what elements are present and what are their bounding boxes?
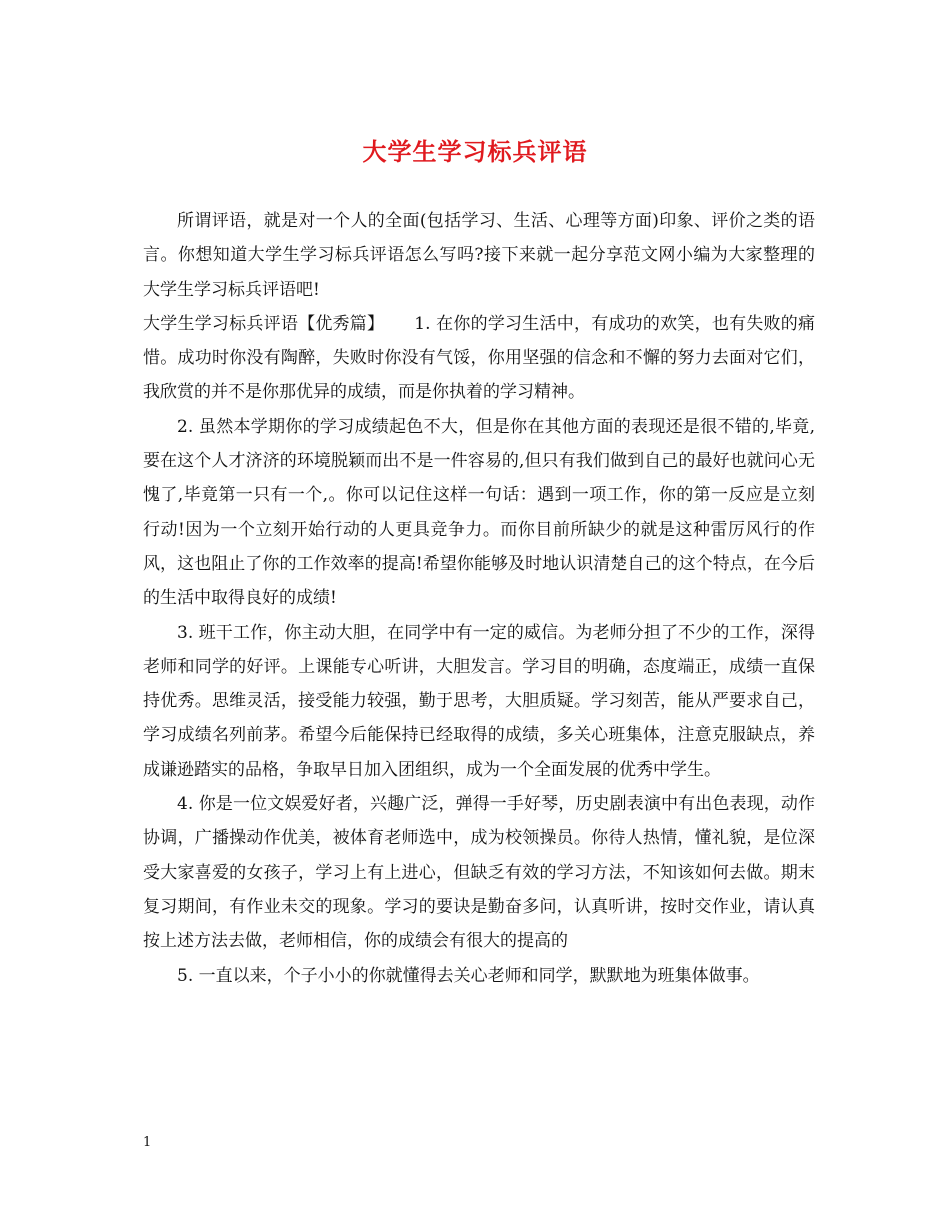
paragraph-3: 3. 班干工作，你主动大胆，在同学中有一定的威信。为老师分担了不少的工作，深得老师和同学的好评。上课能专心听讲，大胆发言。学习目的明确，态度端正，成绩一直保持优秀。思维灵活，接受能力较强，勤于思考，大胆质疑。学习刻苦，能从严要求自己，学习成绩名列前茅。希望今后能保持已经取得的成绩，多关心班集体，注意克服缺点，养成谦逊踏实的品格，争取早日加入团组织，成为一个全面发展的优秀中学生。	[143, 622, 815, 780]
intro-paragraph: 所谓评语，就是对一个人的全面(包括学习、生活、心理等方面)印象、评价之类的语言。你想知道大学生学习标兵评语怎么写吗?接下来就一起分享范文网小编为大家整理的大学生学习标兵评语吧!	[143, 211, 815, 300]
paragraph-5: 5. 一直以来，个子小小的你就懂得去关心老师和同学，默默地为班集体做事。	[177, 965, 760, 986]
section-heading: 大学生学习标兵评语【优秀篇】	[143, 313, 385, 334]
section-paragraph-1	[143, 307, 815, 410]
document-body	[143, 204, 815, 993]
page-number: 1	[143, 1135, 152, 1150]
paragraph-2: 2. 虽然本学期你的学习成绩起色不大，但是你在其他方面的表现还是很不错的,毕竟,要在这个人才济济的环境脱颖而出不是一件容易的,但只有我们做到自己的最好也就问心无愧了,毕竟第一只有一个,。你可以记住这样一句话：遇到一项工作，你的第一反应是立刻行动!因为一个立刻开始行动的人更具竞争力。而你目前所缺少的就是这种雷厉风行的作风，这也阻止了你的工作效率的提高!希望你能够及时地认识清楚自己的这个特点，在今后的生活中取得良好的成绩!	[143, 416, 815, 609]
paragraph-4: 4. 你是一位文娱爱好者，兴趣广泛，弹得一手好琴，历史剧表演中有出色表现，动作协调，广播操动作优美，被体育老师选中，成为校领操员。你待人热情，懂礼貌，是位深受大家喜爱的女孩子，学习上有上进心，但缺乏有效的学习方法，不知该如何去做。期末复习期间，有作业未交的现象。学习的要诀是勤奋多问，认真听讲，按时交作业，请认真按上述方法去做，老师相信，你的成绩会有很大的提高的	[143, 794, 815, 952]
paragraph-1-text: 1. 在你的学习生活中，有成功的欢笑，也有失败的痛惜。成功时你没有陶醉，失败时你没有气馁，你用坚强的信念和不懈的努力去面对它们，我欣赏的并不是你那优异的成绩，而是你执着的学习精神。	[143, 313, 816, 403]
document-title: 大学生学习标兵评语	[362, 137, 588, 166]
